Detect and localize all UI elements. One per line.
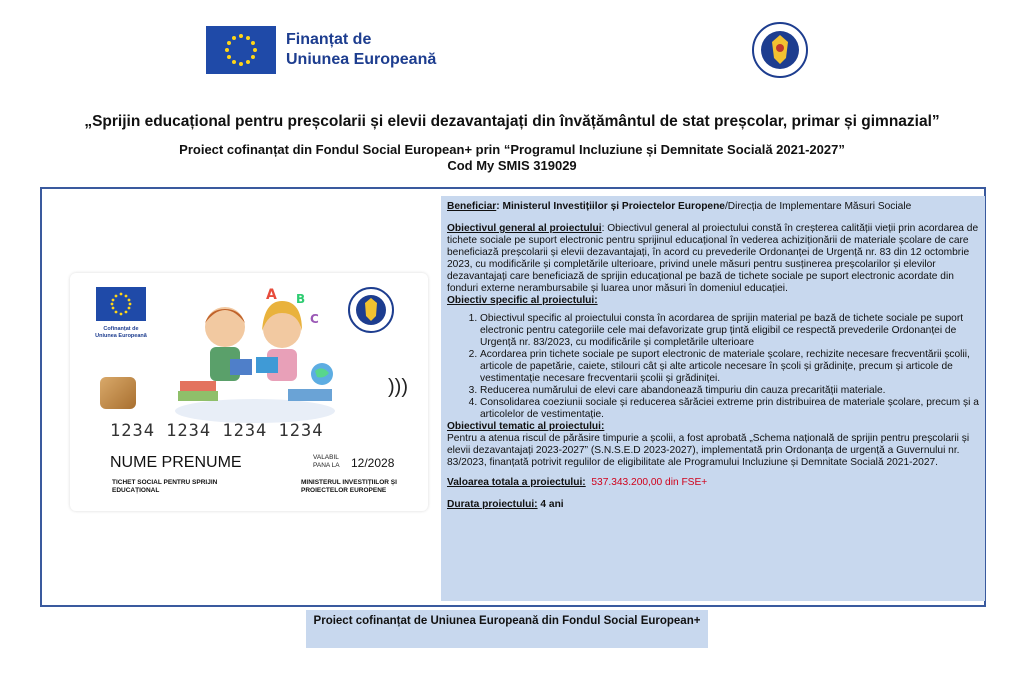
card-right-caption: MINISTERUL INVESTIȚIILOR ȘI PROIECTELOR EUROPENE: [301, 479, 397, 494]
valoare-line: [447, 477, 979, 489]
card-valid-label: VALABIL PANA LA: [313, 454, 340, 469]
obj-general-label: Obiectivul general al proiectului: [447, 223, 602, 234]
obj-specific-list: [447, 313, 979, 421]
svg-text:C: C: [310, 312, 319, 326]
card-valid-date: 12/2028: [351, 456, 395, 470]
beneficiar-rest: /Direcția de Implementare Măsuri Sociale: [724, 201, 912, 212]
children-illustration: [170, 279, 340, 429]
card-left-caption: TICHET SOCIAL PENTRU SPRIJIN EDUCAȚIONAL: [112, 479, 218, 494]
durata-label: Durata proiectului:: [447, 499, 538, 510]
card-number: 1234 1234 1234 1234: [110, 421, 324, 441]
government-seal-icon: [752, 22, 808, 78]
card-chip-icon: [100, 377, 136, 409]
eu-flag-icon: [206, 26, 276, 74]
valoare-value: 537.343.200,00 din FSE+: [591, 477, 708, 488]
obj-tematic-text: Pentru a atenua riscul de părăsire timpurie a școlii, a fost aprobată „Schema națională de sprijin pentru preșcolarii și elevii dezavantajați 2023-2027” (S.N.S.E.D 2023-2027), implementată prin Ordonanța de urgență a Guvernului nr. 83/2023, finanțată potrivit regulilor de eligibilitate ale Programului Incluziune și Demnitate Socială 2021-2027.: [447, 433, 970, 468]
project-info-panel: [441, 196, 985, 601]
social-voucher-card: [70, 273, 428, 511]
contactless-icon: ))): [388, 376, 408, 398]
project-subtitle: Proiect cofinanțat din Fondul Social European+ prin “Programul Incluziune și Demnitate Socială 2021-2027”: [179, 142, 845, 157]
beneficiar-text: : Ministerul Investițiilor și Proiectelor Europene: [496, 201, 725, 212]
card-holder-name: NUME PRENUME: [110, 454, 242, 471]
card-eu-flag-icon: [96, 287, 146, 321]
list-item: 1. Obiectivul specific al proiectului consta în acordarea de sprijin material pe bază de tichete sociale pe suport electronic pentru categoriile cele mai defavorizate grup țintă eligibil ce respectă prevederile Ordonanței de Urgență nr. 83/2023, cu modificările și completările ulterioare: [480, 313, 979, 349]
list-item: 2. Acordarea prin tichete sociale pe suport electronic de materiale școlare, rechizite necesare frecventării școlii, articole de papetărie, caiete, stilouri cât și alte articole necesare în școli și grădinițe, precum și articole de vestimentație necesare frecventarii școlii și grădiniței.: [480, 349, 979, 385]
obj-general-text: : Obiectivul general al proiectului constă în creșterea calității vieții prin acordarea de tichete sociale pe suport electronic pentru sprijinul educațional în vederea achiziționării de materiale școlare de care beneficiază preșcolarii și elevii dezavantajați, în acord cu prevederile Ordonanței de Urgență nr. 83 din 12 octombrie 2023, cu modificările și completările ulterioare, privind unele măsuri pentru susținerea preșcolarilor și elevilor dezavantajați care beneficiază de sprijin educațional pe bază de tichete sociale pe suport electronic acordate din fonduri externe nerambursabile și luarea unor măsuri în domeniul educației.: [447, 223, 979, 294]
obj-general-paragraph: [447, 223, 979, 295]
obj-tematic-label: Obiectivul tematic al proiectului:: [447, 421, 605, 432]
svg-text:A: A: [266, 287, 277, 303]
footer-cofinancing-note: Proiect cofinanțat de Uniunea Europeană din Fondul Social European+: [306, 610, 708, 648]
beneficiar-label: Beneficiar: [447, 201, 497, 212]
project-title: „Sprijin educațional pentru preșcolarii și elevii dezavantajați din învățământul de stat preșcolar, primar și gimnazial”: [84, 113, 940, 130]
eu-funding-logo: [206, 26, 436, 74]
card-eu-label: Cofinanțat de Uniunea Europeană: [95, 326, 147, 339]
svg-text:B: B: [296, 292, 306, 306]
card-government-seal-icon: [348, 287, 394, 333]
list-item: 4. Consolidarea coeziunii sociale și reducerea sărăciei extreme prin distribuirea de materiale școlare, precum și a articolelor de vestimentație.: [480, 397, 979, 421]
eu-text-line1: Finanțat de: [286, 31, 372, 48]
eu-text-line2: Uniunea Europeană: [286, 51, 437, 68]
obj-specific-label: Obiectiv specific al proiectului:: [447, 295, 598, 306]
list-item: 3. Reducerea numărului de elevi care abandonează timpuriu din cauza precarității materiale.: [480, 385, 979, 397]
valoare-label: Valoarea totala a proiectului:: [447, 477, 586, 488]
project-code: Cod My SMIS 319029: [447, 158, 577, 173]
beneficiar-line: [447, 201, 979, 213]
durata-line: [447, 499, 979, 511]
durata-value: 4 ani: [540, 499, 564, 510]
